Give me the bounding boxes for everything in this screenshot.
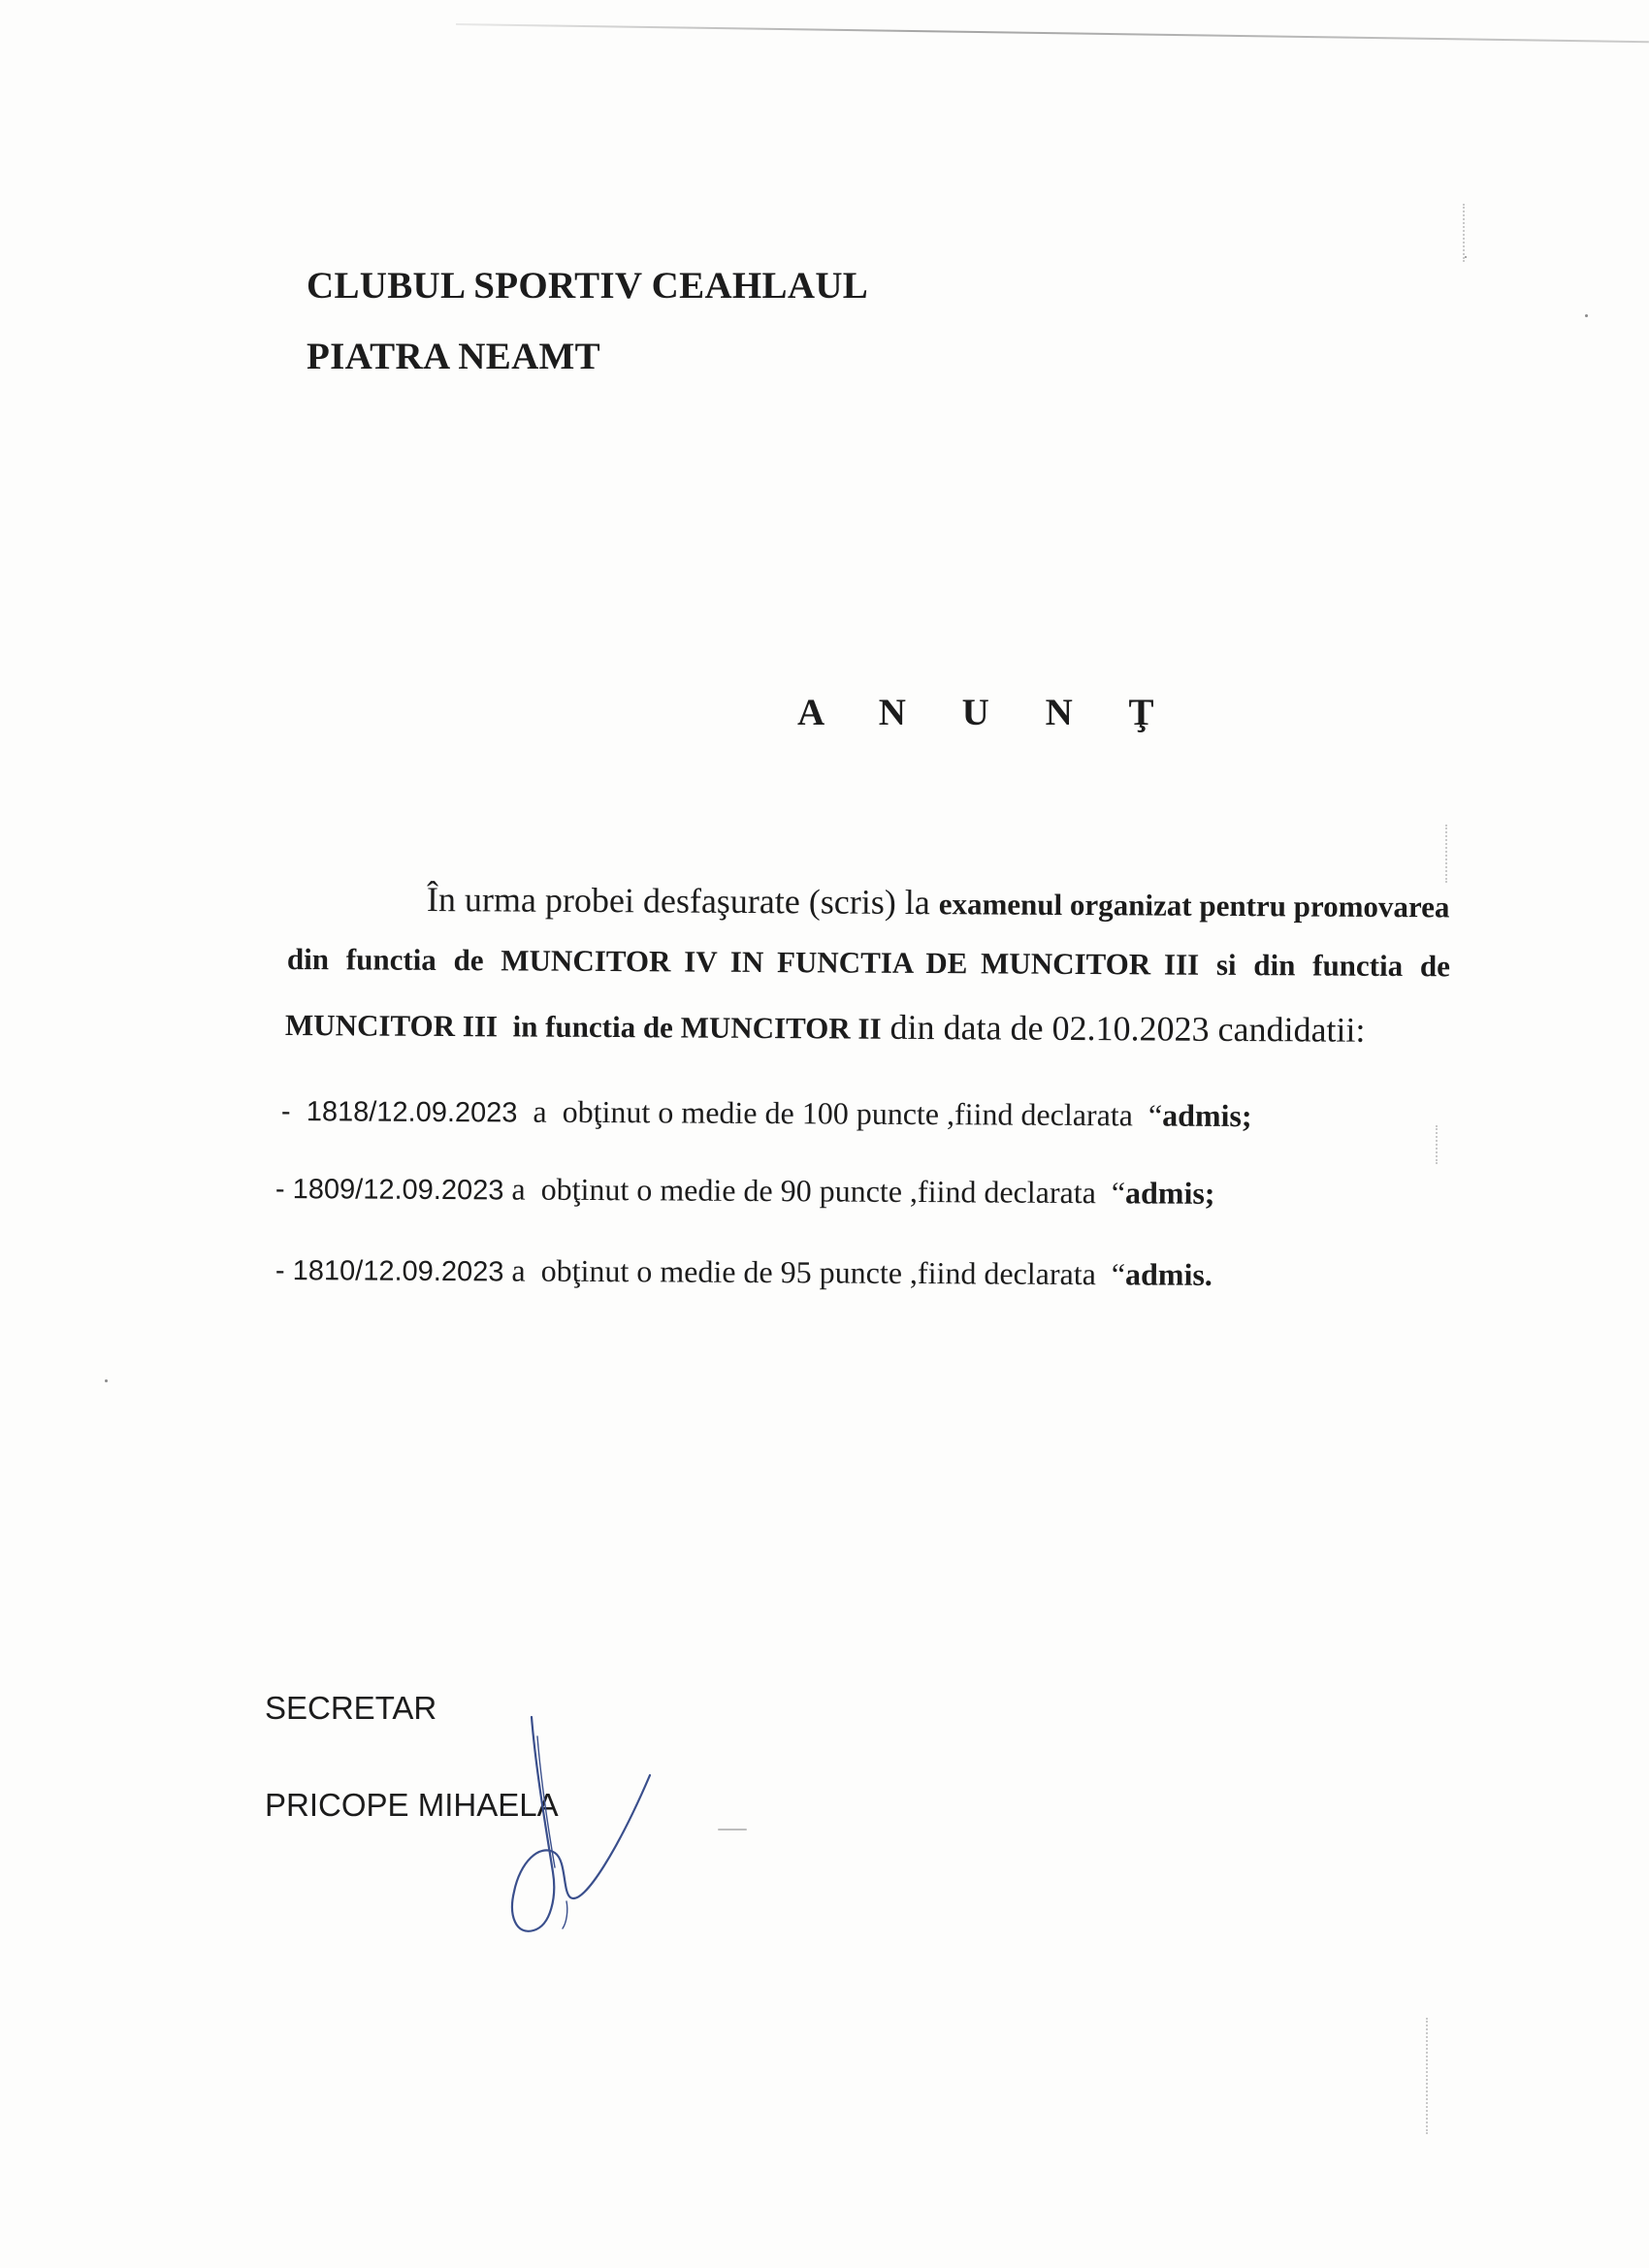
signature-name: PRICOPE MIHAELA [265,1787,559,1823]
scan-edge-line [456,23,1649,43]
candidate-bullet: - [280,1096,307,1128]
candidate-number: 1809/12.09.2023 [292,1174,504,1207]
intro-line-3-date: din data de 02.10.2023 candidatii: [881,1007,1366,1050]
candidate-text: a obţinut o medie de 100 puncte ,fiind declarata “ [517,1093,1163,1133]
scan-dots [1463,204,1467,262]
scan-speck [105,1379,108,1382]
org-name-line1: CLUBUL SPORTIV CEAHLAUL [307,265,869,307]
candidate-bullet: - [275,1174,293,1206]
signature-stroke [537,1736,555,1867]
intro-line-3-mid: in functia de [497,1009,681,1045]
scan-speck [718,1829,747,1831]
candidate-row [275,1170,1215,1212]
scan-dots [1426,2018,1430,2134]
signature-stroke [512,1717,650,1931]
intro-line-1 [427,879,1450,925]
intro-line-3-role-a: MUNCITOR III [284,1008,499,1044]
intro-line-1-text: În urma probei desfaşurate (scris) la [426,880,939,923]
org-name-line2: PIATRA NEAMT [307,336,600,377]
candidate-result: admis; [1162,1097,1252,1134]
scan-dots [1436,1125,1439,1164]
scan-dots [1445,825,1449,883]
document-title: A N U N Ţ [797,692,1178,733]
candidate-result: admis; [1124,1175,1215,1211]
candidate-bullet: - [275,1255,293,1287]
candidate-number: 1818/12.09.2023 [306,1096,518,1129]
intro-line-3 [285,1003,1366,1051]
signature-stroke [563,1901,567,1928]
intro-line-2-tail: si din functia de [1199,947,1451,984]
scan-speck [1585,314,1588,317]
candidate-text: a obţinut o medie de 90 puncte ,fiind declarata “ [503,1171,1126,1211]
intro-line-2-bold: MUNCITOR IV IN FUNCTIA DE MUNCITOR III [501,943,1200,982]
signature-role: SECRETAR [265,1690,437,1726]
candidate-text: a obţinut o medie de 95 puncte ,fiind declarata “ [503,1252,1126,1292]
intro-line-2 [287,937,1450,985]
candidate-result: admis. [1124,1256,1212,1292]
candidate-row [281,1092,1252,1134]
candidate-number: 1810/12.09.2023 [292,1255,504,1288]
candidate-row [275,1251,1212,1293]
intro-line-1-bold: examenul organizat pentru promovarea [938,887,1450,924]
intro-line-2-text: din functia de [286,942,501,978]
handwritten-signature [495,1707,660,1940]
intro-line-3-role-b: MUNCITOR II [680,1010,882,1046]
